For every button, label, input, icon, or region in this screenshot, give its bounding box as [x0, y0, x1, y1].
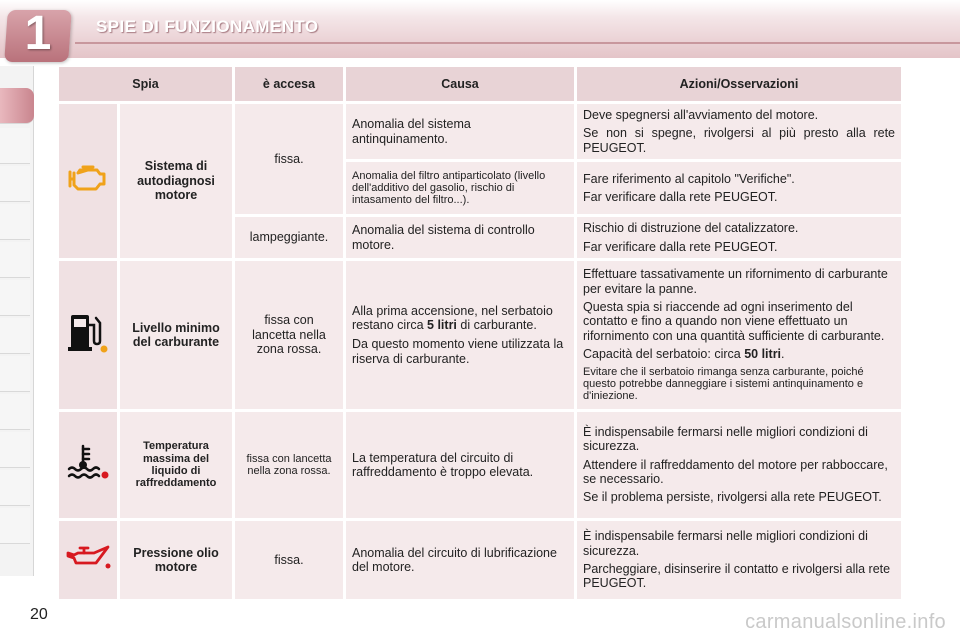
header-divider — [75, 42, 960, 44]
causa-text — [352, 304, 568, 333]
azioni-text-part: . — [781, 347, 785, 362]
icon-cell — [59, 104, 117, 258]
oil-can-icon — [64, 543, 112, 573]
chapter-tab-11[interactable] — [0, 470, 30, 506]
header-causa: Causa — [346, 67, 574, 101]
engine-check-icon — [66, 162, 110, 196]
causa-cell: Anomalia del sistema antinquinamento. — [346, 104, 574, 159]
chapter-tab-strip — [0, 66, 34, 576]
causa-text: Da questo momento viene utilizzata la riserva di carburante. — [352, 337, 564, 366]
azioni-cell — [577, 412, 901, 518]
chapter-number: 1 — [24, 7, 52, 60]
accesa-cell: fissa con lancetta nella zona rossa. — [235, 412, 343, 518]
chapter-tab-7[interactable] — [0, 318, 30, 354]
azioni-text: Deve spegnersi all'avviamento del motore. — [583, 108, 819, 122]
fuel-pump-icon — [65, 311, 111, 355]
table-row — [59, 412, 901, 518]
chapter-tab-8[interactable] — [0, 356, 30, 392]
azioni-text: È indispensabile fermarsi nelle migliori condizioni di sicurezza. — [583, 424, 868, 454]
chapter-tab-6[interactable] — [0, 280, 30, 316]
causa-text-part: Alla prima accensione, nel serbatoio restano circa — [352, 303, 553, 332]
azioni-cell — [577, 521, 901, 599]
header-accesa: è accesa — [235, 67, 343, 101]
causa-cell: Anomalia del circuito di lubrificazione del motore. — [346, 521, 574, 599]
azioni-text: Se il problema persiste, rivolgersi alla rete PEUGEOT. — [583, 490, 882, 505]
icon-cell — [59, 412, 117, 518]
icon-cell — [59, 521, 117, 599]
azioni-text: Attendere il raffreddamento del motore per rabboccare, se necessario. — [583, 457, 888, 487]
chapter-tab-1[interactable] — [0, 88, 34, 124]
azioni-text: Far verificare dalla rete PEUGEOT. — [583, 190, 778, 205]
causa-cell: La temperatura del circuito di raffreddamento è troppo elevata. — [346, 412, 574, 518]
header-spia: Spia — [59, 67, 232, 101]
spia-label: Temperatura massima del liquido di raffreddamento — [120, 412, 232, 518]
spia-label: Sistema di autodiagnosi motore — [120, 104, 232, 258]
icon-cell — [59, 261, 117, 409]
azioni-text — [583, 347, 895, 361]
azioni-text: Effettuare tassativamente un rifornimento di carburante per evitare la panne. — [583, 267, 888, 296]
table-row — [59, 521, 901, 599]
azioni-text: È indispensabile fermarsi nelle migliori condizioni di sicurezza. — [583, 529, 868, 558]
azioni-cell — [577, 261, 901, 409]
fuel-reserve-value: 5 litri — [427, 318, 457, 332]
azioni-text: Se non si spegne, rivolgersi al più presto alla rete PEUGEOT. — [583, 126, 895, 155]
chapter-tab-2[interactable] — [0, 128, 30, 164]
azioni-cell — [577, 217, 901, 258]
header-azioni: Azioni/Osservazioni — [577, 67, 901, 101]
causa-text-part: di carburante. — [456, 318, 537, 332]
page-title: SPIE DI FUNZIONAMENTO — [96, 17, 319, 36]
chapter-tab-3[interactable] — [0, 166, 30, 202]
azioni-text: Far verificare dalla rete PEUGEOT. — [583, 239, 778, 254]
table-row — [59, 261, 901, 409]
azioni-cell — [577, 162, 901, 214]
accesa-cell: lampeggiante. — [235, 217, 343, 258]
azioni-text: Evitare che il serbatoio rimanga senza carburante, poiché questo potrebbe danneggiare i sistemi antinquinamento e d'iniezione. — [583, 365, 864, 403]
table-row — [59, 104, 901, 159]
azioni-text: Rischio di distruzione del catalizzatore. — [583, 221, 799, 236]
causa-cell: Anomalia del sistema di controllo motore. — [346, 217, 574, 258]
causa-cell — [346, 261, 574, 409]
azioni-cell — [577, 104, 901, 159]
coolant-temperature-icon — [65, 443, 111, 483]
azioni-text-part: Capacità del serbatoio: circa — [583, 347, 745, 362]
page-number: 20 — [30, 606, 48, 623]
spia-label: Pressione olio motore — [120, 521, 232, 599]
chapter-tab-10[interactable] — [0, 432, 30, 468]
azioni-text: Parcheggiare, disinserire il contatto e rivolgersi alla rete PEUGEOT. — [583, 561, 891, 591]
tank-capacity-value: 50 litri — [744, 347, 782, 362]
azioni-text: Fare riferimento al capitolo "Verifiche". — [583, 171, 795, 186]
warning-lights-table — [56, 64, 904, 602]
accesa-cell: fissa con lancetta nella zona rossa. — [235, 261, 343, 409]
watermark: carmanualsonline.info — [745, 611, 946, 633]
accesa-cell: fissa. — [235, 104, 343, 214]
chapter-tab-9[interactable] — [0, 394, 30, 430]
azioni-text: Questa spia si riaccende ad ogni inserimento del contatto e fino a quando non viene effettuato un rifornimento con una quantità sufficiente di carburante. — [583, 300, 885, 343]
accesa-cell: fissa. — [235, 521, 343, 599]
chapter-tab-4[interactable] — [0, 204, 30, 240]
causa-cell: Anomalia del filtro antiparticolato (livello dell'additivo del gasolio, rischio di intasamento del filtro...). — [346, 162, 574, 214]
spia-label: Livello minimo del carburante — [120, 261, 232, 409]
chapter-tab-5[interactable] — [0, 242, 30, 278]
table-header-row — [59, 67, 901, 101]
chapter-tab-12[interactable] — [0, 508, 30, 544]
